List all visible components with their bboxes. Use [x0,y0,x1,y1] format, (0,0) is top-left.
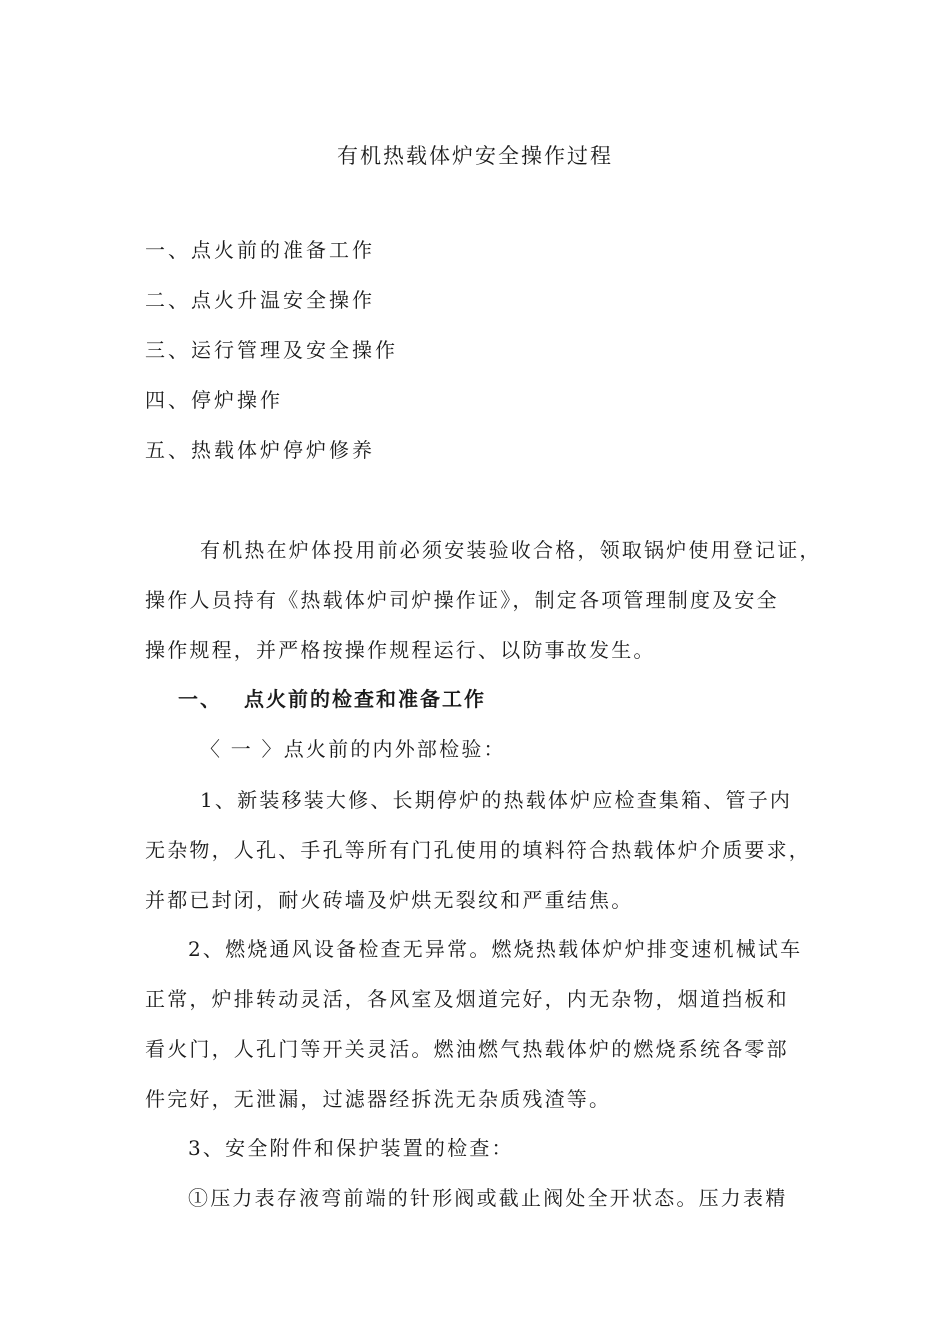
item-line: 件完好，无泄漏，过滤器经拆洗无杂质残渣等。 [145,1087,612,1111]
item-line: 并都已封闭，耐火砖墙及炉烘无裂纹和严重结焦。 [145,888,634,912]
intro-line: 操作规程，并严格按操作规程运行、以防事故发生。 [145,638,656,662]
table-of-contents [145,236,398,486]
item-line: 正常，炉排转动灵活，各风室及烟道完好，内无杂物，烟道挡板和 [145,987,789,1011]
toc-item: 四、停炉操作 [145,388,283,412]
toc-item: 二、点火升温安全操作 [145,288,375,312]
document-title: 有机热载体炉安全操作过程 [337,144,613,168]
intro-line: 有机热在炉体投用前必须安装验收合格，领取锅炉使用登记证， [200,538,822,562]
item-line: 2、燃烧通风设备检查无异常。燃烧热载体炉炉排变速机械试车 [188,937,803,961]
item-line: ①压力表存液弯前端的针形阀或截止阀处全开状态。压力表精 [188,1186,788,1210]
toc-item: 三、运行管理及安全操作 [145,338,398,362]
intro-line: 操作人员持有《热载体炉司炉操作证》，制定各项管理制度及安全 [145,588,779,612]
toc-item: 五、热载体炉停炉修养 [145,438,375,462]
subsection-heading: 〈 一 〉点火前的内外部检验： [200,737,506,761]
item-line: 3、安全附件和保护装置的检查： [188,1136,514,1160]
toc-item: 一、点火前的准备工作 [145,238,375,262]
section-number: 一、 [178,687,222,711]
item-line: 无杂物，人孔、手孔等所有门孔使用的填料符合热载体炉介质要求， [145,838,811,862]
section-heading [178,685,486,713]
item-line: 看火门，人孔门等开关灵活。燃油燃气热载体炉的燃烧系统各零部 [145,1037,789,1061]
item-line: 1、新装移装大修、长期停炉的热载体炉应检查集箱、管子内 [200,788,793,812]
section-title: 点火前的检查和准备工作 [244,687,486,711]
